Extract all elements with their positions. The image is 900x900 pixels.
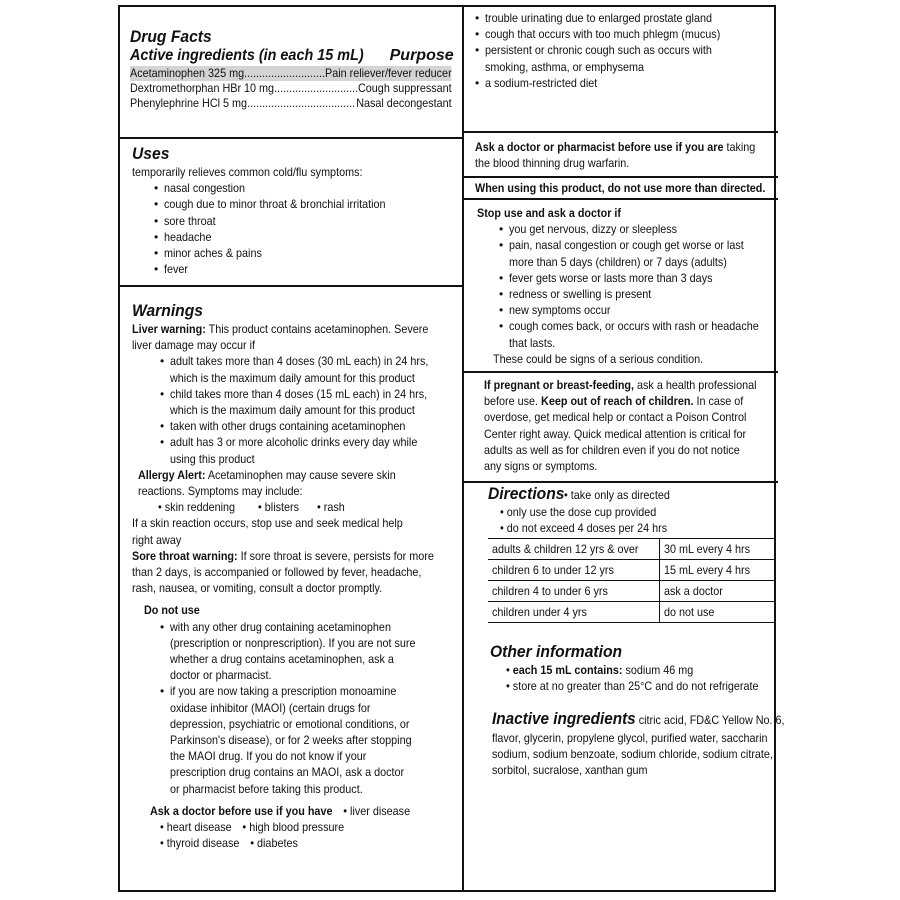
sore-throat-text-1: If sore throat is severe, persists for more [237,548,434,563]
stop-use-item-line: • cough comes back, or occurs with rash or headache [509,319,759,334]
liver-warning-item-line: • taken with other drugs containing acetaminophen [170,419,406,434]
stop-use-item-line: • new symptoms occur [509,303,611,318]
stop-use-item [499,221,773,237]
stop-use-heading: Stop use and ask a doctor if [477,206,622,220]
do-not-use-item-line: depression, psychiatric or emotional conditions, or [170,716,410,731]
allergy-symptom: • blisters [257,500,299,515]
when-using-text: When using this product, do not use more than directed. [475,181,766,195]
pregnant-text-1: ask a health professional [634,378,757,392]
do-not-use-heading: Do not use [144,603,200,618]
right-top-item-line: • cough that occurs with too much phlegm (mucus) [485,27,721,42]
do-not-use-item-line: the MAOI drug. If you do not know if your [170,749,367,764]
right-top-item-line: smoking, asthma, or emphysema [485,59,645,74]
liver-warning-item-line: which is the maximum daily amount for this product [170,403,415,418]
dosage-row [488,539,774,560]
skin-reaction-text-1: If a skin reaction occurs, stop use and seek medical help [132,516,403,531]
dosage-cell-text: ask a doctor [663,584,723,599]
do-not-use-item-line: or pharmacist before taking this product. [170,781,363,796]
ingredient-name: Phenylephrine HCl 5 mg [130,96,248,110]
ask-doctor-item: • liver disease [343,803,411,818]
uses-intro: temporarily relieves common cold/flu symptoms: [132,165,363,179]
stop-use-item [499,270,773,286]
do-not-use-item-line: (prescription or nonprescription). If you are not sure [170,635,416,650]
column-divider [462,7,464,890]
divider-warnings [120,285,462,287]
stop-use-item [499,318,773,350]
stop-use-footer: These could be signs of a serious condition. [493,351,704,366]
ask-doctor-row-1 [150,803,426,819]
stop-use-item-line: • redness or swelling is present [509,287,652,302]
liver-warning-text-1: This product contains acetaminophen. Severe [205,322,429,336]
inactive-line: sorbitol, sucralose, xanthan gum [492,763,648,778]
dosage-age [488,539,659,560]
uses-item [154,180,454,196]
stop-use-item-line: • fever gets worse or lasts more than 3 days [509,270,713,285]
allergy-symptom: • rash [317,500,345,515]
directions-header-row [488,484,774,504]
ask-pharmacist-text-2: the blood thinning drug warfarin. [475,156,630,171]
pregnant-line: any signs or symptoms. [484,459,598,474]
ask-pharmacist-label: Ask a doctor or pharmacist before use if you are [475,140,724,154]
other-info-heading: Other information [490,642,623,661]
ask-doctor-item: • thyroid disease [160,836,240,851]
divider-ask-pharmacist [464,131,778,133]
stop-use-item [499,286,773,302]
other-info-each: • each 15 mL contains: sodium 46 mg [506,663,694,677]
stop-use-item [499,237,773,269]
allergy-alert-text-2: reactions. Symptoms may include: [138,484,303,499]
do-not-use-item-line: prescription drug contains an MAOI, ask a doctor [170,765,405,780]
liver-warning-item [160,434,457,466]
store-text: store at no greater than 25°C and do not refrigerate [512,679,759,694]
uses-section [132,144,454,277]
ask-doctor-item: • diabetes [250,836,298,851]
pregnant-line-1 [484,377,757,393]
other-info-section [490,642,774,694]
warnings-heading: Warnings [132,301,203,320]
dosage-cell-text: children 4 to under 6 yrs [492,584,608,599]
uses-item [154,245,454,261]
do-not-use-item-line: Parkinson's disease), or for 2 weeks after stopping [170,733,412,748]
sore-throat-text-3: rash, nausea, or vomiting, consult a doctor promptly. [132,581,383,596]
each-text: sodium 46 mg [622,663,694,677]
liver-warning-list [160,353,457,466]
do-not-use-item-line: oxidase inhibitor (MAOI) (certain drugs for [170,700,371,715]
directions-item: • only use the dose cup provided [500,505,657,519]
dosage-age [488,602,659,623]
dosage-cell-text: children under 4 yrs [492,605,587,620]
pregnant-line: overdose, get medical help or contact a Poison Control [484,410,747,425]
active-ingredients-section [130,27,452,111]
uses-item-line: • nasal congestion [164,181,246,196]
uses-item-line: • cough due to minor throat & bronchial irritation [164,197,386,212]
directions-item-text: take only as directed [570,488,670,502]
stop-use-list [499,221,773,351]
divider-stop-use [464,198,778,200]
divider-when-using [464,176,778,178]
stop-use-item-line: more than 5 days (children) or 7 days (adults) [509,254,727,269]
uses-item-line: • fever [164,262,189,277]
drug-facts-panel [118,5,785,892]
uses-item [154,213,454,229]
right-top-item [475,42,771,74]
pregnant-line: adults as well as for children even if you do not notice [484,442,740,457]
inactive-line: flavor, glycerin, propylene glycol, purified water, saccharin [492,731,768,745]
divider-uses [120,137,462,139]
uses-item [154,196,454,212]
ingredient-dots [244,66,325,81]
right-top-item [475,10,771,26]
right-top-item [475,75,771,91]
dosage-row [488,560,774,581]
ingredient-purpose: Pain reliever/fever reducer [325,66,452,80]
liver-warning-item-line: which is the maximum daily amount for this product [170,370,415,385]
allergy-alert-label: Allergy Alert: [138,467,206,482]
ask-doctor-item-text: heart disease [166,820,232,835]
uses-item [154,229,454,245]
dosage-row [488,581,774,602]
ask-pharmacist-line-1 [475,139,756,155]
do-not-use-item-line: • with any other drug containing acetaminophen [170,619,391,634]
pregnant-section [484,377,774,474]
uses-item-line: • sore throat [164,213,216,228]
ingredient-row [130,66,452,81]
active-ingredients-header [130,47,452,65]
liver-warning-item-line: using this product [170,451,255,466]
uses-item-line: • minor aches & pains [164,246,262,261]
pregnant-lines [484,409,774,474]
stop-use-section [477,205,773,367]
ask-doctor-item: • high blood pressure [242,820,345,835]
ask-doctor-item: • heart disease [160,820,232,835]
uses-list [154,180,454,277]
liver-warning-item-line: • adult has 3 or more alcoholic drinks every day while [170,435,418,450]
directions-item: • do not exceed 4 doses per 24 hrs [500,521,668,536]
inactive-line: sodium, sodium benzoate, sodium chloride, sodium citrate, [492,747,773,762]
dosage-cell-text: children 6 to under 12 yrs [492,563,614,578]
ask-doctor-item-text: high blood pressure [249,820,345,835]
liver-warning-text-2: liver damage may occur if [132,338,256,353]
directions-item: • take only as directed [564,488,670,502]
directions-item-text: only use the dose cup provided [506,505,657,519]
ingredient-dots [274,81,358,96]
pregnant-label: If pregnant or breast-feeding, [484,378,635,392]
directions-section [488,484,774,623]
pregnant-text-2b: In case of [693,394,744,409]
do-not-use-item-line: whether a drug contains acetaminophen, ask a [170,652,394,667]
stop-use-item-line: that lasts. [509,335,556,350]
dosage-row [488,602,774,623]
stop-use-item-line: • pain, nasal congestion or cough get worse or last [509,238,744,253]
each-label: each 15 mL contains: [512,663,623,677]
stop-use-item [499,302,773,318]
inactive-heading: Inactive ingredients [492,709,636,728]
right-top-item-line: • trouble urinating due to enlarged prostate gland [485,11,712,25]
inactive-line-1 [492,709,785,730]
right-top-item-line: • a sodium-restricted diet [485,75,598,90]
ask-doctor-item-text: thyroid disease [166,836,240,851]
ask-doctor-item-text: diabetes [257,836,298,851]
inactive-section [492,709,785,779]
right-top-list [475,10,771,91]
dosage-cell-text: do not use [663,605,715,620]
liver-warning-item [160,418,457,434]
liver-warning-label: Liver warning: [132,322,206,336]
other-info-store: • store at no greater than 25°C and do not refrigerate [506,679,759,694]
divider-directions [464,481,778,483]
warnings-section [132,301,457,852]
allergy-symptom: • skin reddening [158,500,236,515]
drug-facts-title: Drug Facts [130,27,212,46]
dosage-table [488,538,774,623]
ask-pharmacist-text-1: taking [723,140,756,154]
ask-doctor-item-text: liver disease [350,803,411,818]
ingredient-purpose: Cough suppressant [357,81,452,95]
liver-warning [132,321,429,337]
liver-warning-item-line: • child takes more than 4 doses (15 mL each) in 24 hrs, [170,386,428,401]
dosage-amount [659,539,774,560]
dosage-age [488,560,659,581]
purpose-heading: Purpose [389,47,454,64]
pregnant-text-2a: before use. [484,394,542,409]
dosage-amount [659,602,774,623]
ingredient-row [130,81,452,96]
dosage-cell-text: 30 mL every 4 hrs [663,542,750,557]
do-not-use-item [160,683,457,796]
allergy-alert-text-1: Acetaminophen may cause severe skin [205,467,396,482]
sore-throat-label: Sore throat warning: [132,548,238,563]
ingredient-row [130,96,452,111]
ingredient-name: Dextromethorphan HBr 10 mg [130,81,275,95]
do-not-use-item-line: doctor or pharmacist. [170,668,272,683]
sore-throat-text-2: than 2 days, is accompanied or followed by fever, headache, [132,565,422,580]
liver-warning-item [160,353,457,385]
ingredients-list [130,66,452,111]
uses-item-line: • headache [164,229,212,244]
inactive-lines [492,730,776,779]
do-not-use-item-line: • if you are now taking a prescription monoamine [170,684,397,699]
dosage-cell-text: 15 mL every 4 hrs [663,563,750,578]
ingredient-name: Acetaminophen 325 mg [130,66,245,80]
ask-doctor-heading: Ask a doctor before use if you have [150,803,333,818]
dosage-cell-text: adults & children 12 yrs & over [492,542,639,557]
allergy-symptoms-row [158,499,457,515]
ingredient-purpose: Nasal decongestant [356,96,452,110]
ask-doctor-row-2 [160,819,427,835]
right-top-item [475,26,771,42]
keep-out-of-reach: Keep out of reach of children. [541,394,694,409]
dosage-amount [659,581,774,602]
right-top-section [475,10,771,91]
uses-heading: Uses [132,144,170,163]
pregnant-line: Center right away. Quick medical attention is critical for [484,426,747,441]
sore-throat-warning [132,548,434,564]
pregnant-line-2 [484,393,745,409]
directions-heading: Directions [488,484,565,503]
ask-pharmacist-section [475,139,771,171]
dosage-amount [659,560,774,581]
do-not-use-list [160,619,457,797]
ask-doctor-row-3 [160,835,427,851]
liver-warning-item-line: • adult takes more than 4 doses (30 mL each) in 24 hrs, [170,354,429,369]
do-not-use-item [160,619,457,684]
dosage-age [488,581,659,602]
inactive-text-1: citric acid, FD&C Yellow No. 6, [635,713,785,727]
ingredient-dots [247,96,356,111]
active-ingredients-heading: Active ingredients (in each 15 mL) [130,47,364,64]
when-using-section [475,180,771,196]
liver-warning-item [160,386,457,418]
skin-reaction-text-2: right away [132,532,182,547]
stop-use-item-line: • you get nervous, dizzy or sleepless [509,222,678,237]
divider-pregnant [464,371,778,373]
directions-item-text: do not exceed 4 doses per 24 hrs [506,521,668,536]
uses-item [154,261,454,277]
right-top-item-line: • persistent or chronic cough such as occurs with [485,43,712,58]
allergy-alert [138,467,425,483]
